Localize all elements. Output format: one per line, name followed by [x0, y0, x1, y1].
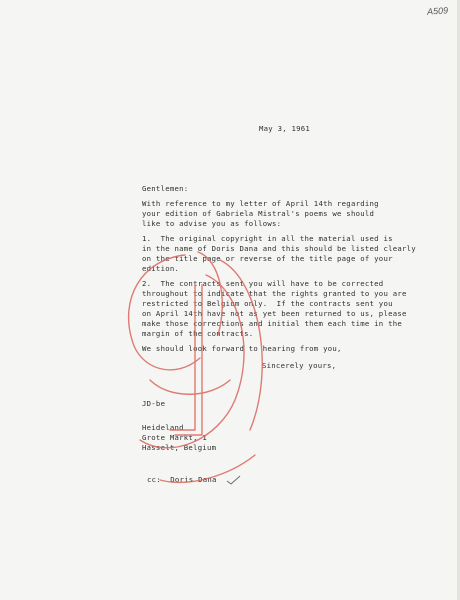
- letter-date: May 3, 1961: [259, 124, 311, 133]
- carbon-copy: cc: Doris Dana: [147, 475, 217, 484]
- recipient-line: Heideland: [142, 423, 184, 432]
- item-1-line: 1. The original copyright in all the material used is: [142, 234, 393, 243]
- item-2-line: throughout to indicate that the rights granted to you are: [142, 289, 407, 298]
- signoff: Sincerely yours,: [262, 361, 337, 370]
- item-1-line: in the name of Doris Dana and this should be listed clearly: [142, 244, 416, 253]
- salutation: Gentlemen:: [142, 184, 189, 193]
- paragraph-1-line: like to advise you as follows:: [142, 219, 282, 228]
- item-1-line: on the title page or reverse of the title page of your: [142, 254, 393, 263]
- typist-initials: JD-be: [142, 399, 166, 408]
- paragraph-1-line: With reference to my letter of April 14th regarding: [142, 199, 379, 208]
- closing-line: We should look forward to hearing from you,: [142, 344, 342, 353]
- item-2-line: on April 14th have not as yet been returned to us, please: [142, 309, 407, 318]
- item-1-line: edition.: [142, 264, 180, 273]
- item-2-line: 2. The contracts sent you will have to be corrected: [142, 279, 384, 288]
- item-2-line: restricted to Belgium only. If the contracts sent you: [142, 299, 393, 308]
- recipient-line: Grote Markt, 1: [142, 433, 208, 442]
- red-stamp-mark: [100, 230, 280, 510]
- paragraph-1-line: your edition of Gabriela Mistral's poems we should: [142, 209, 375, 218]
- recipient-line: Hasselt, Belgium: [142, 443, 217, 452]
- item-2-line: margin of the contracts.: [142, 329, 254, 338]
- corner-handwritten-note: A509: [426, 5, 449, 17]
- item-2-line: make those corrections and initial them each time in the: [142, 319, 403, 328]
